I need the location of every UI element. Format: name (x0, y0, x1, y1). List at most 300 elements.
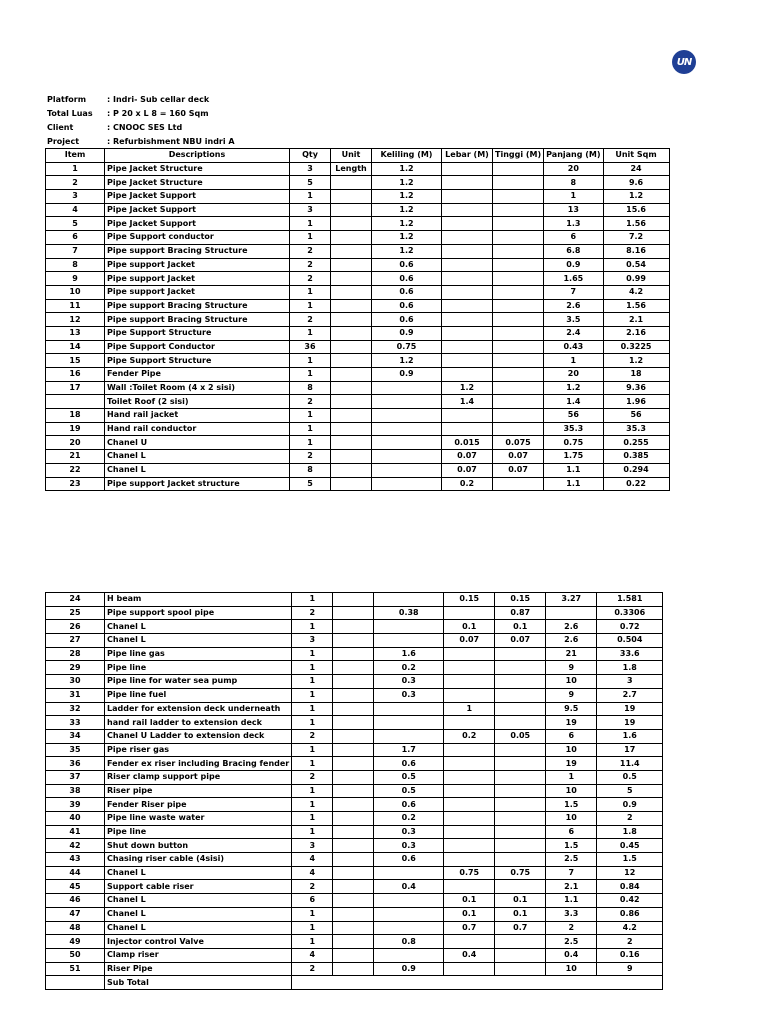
keliling-cell (374, 716, 444, 730)
unit-cell (333, 866, 374, 880)
description-cell: Pipe support Jacket (105, 258, 290, 272)
panjang-cell: 21 (546, 647, 597, 661)
panjang-cell: 1.4 (544, 395, 603, 409)
item-cell: 11 (46, 299, 105, 313)
description-cell: Chanel L (105, 921, 292, 935)
description-cell: H beam (105, 593, 292, 607)
tinggi-cell (493, 272, 544, 286)
table-row (46, 948, 663, 962)
unit-sqm-cell: 1.56 (603, 299, 669, 313)
qty-cell: 2 (292, 729, 333, 743)
info-value: : CNOOC SES Ltd (107, 123, 183, 132)
description-cell: Pipe support Jacket (105, 272, 290, 286)
tinggi-cell (493, 162, 544, 176)
qty-cell: 2 (290, 313, 331, 327)
item-cell: 9 (46, 272, 105, 286)
unit-sqm-cell: 19 (597, 702, 663, 716)
table-row (46, 368, 670, 382)
description-cell: hand rail ladder to extension deck (105, 716, 292, 730)
item-cell: 51 (46, 962, 105, 976)
unit-sqm-cell: 1.6 (597, 729, 663, 743)
qty-cell: 1 (292, 921, 333, 935)
panjang-cell: 2.5 (546, 935, 597, 949)
unit-cell (331, 217, 372, 231)
lebar-cell (444, 688, 495, 702)
panjang-cell: 9.5 (546, 702, 597, 716)
unit-cell (331, 203, 372, 217)
table-row (46, 326, 670, 340)
unit-sqm-cell: 1.2 (603, 190, 669, 204)
table-row (46, 258, 670, 272)
description-cell: Pipe Support Structure (105, 326, 290, 340)
tinggi-cell (493, 368, 544, 382)
unit-cell (331, 176, 372, 190)
item-cell: 33 (46, 716, 105, 730)
description-cell: Shut down button (105, 839, 292, 853)
lebar-cell (442, 217, 493, 231)
header-keliling: Keliling (M) (372, 149, 442, 163)
header-descriptions: Descriptions (105, 149, 290, 163)
item-cell: 25 (46, 606, 105, 620)
panjang-cell: 1.3 (544, 217, 603, 231)
unit-cell: Length (331, 162, 372, 176)
panjang-cell: 1.1 (544, 463, 603, 477)
table-row (46, 661, 663, 675)
keliling-cell: 1.2 (372, 162, 442, 176)
measurement-table-2 (45, 592, 663, 990)
keliling-cell (374, 702, 444, 716)
qty-cell: 1 (292, 784, 333, 798)
qty-cell: 1 (290, 422, 331, 436)
panjang-cell: 2.4 (544, 326, 603, 340)
qty-cell: 4 (292, 853, 333, 867)
table-body-1 (46, 162, 670, 491)
tinggi-cell (495, 798, 546, 812)
keliling-cell (372, 463, 442, 477)
header-qty: Qty (290, 149, 331, 163)
lebar-cell: 0.7 (444, 921, 495, 935)
subtotal-row (46, 976, 663, 990)
qty-cell: 1 (292, 798, 333, 812)
panjang-cell: 10 (546, 675, 597, 689)
info-label: Project (47, 137, 80, 146)
tinggi-cell (495, 716, 546, 730)
keliling-cell: 0.6 (374, 757, 444, 771)
header-item: Item (46, 149, 105, 163)
qty-cell: 1 (292, 702, 333, 716)
panjang-cell: 0.4 (546, 948, 597, 962)
panjang-cell: 9 (546, 688, 597, 702)
panjang-cell: 0.9 (544, 258, 603, 272)
table-row (46, 450, 670, 464)
unit-cell (333, 770, 374, 784)
table-row (46, 675, 663, 689)
tinggi-cell (493, 381, 544, 395)
tinggi-cell (493, 477, 544, 491)
table-row (46, 272, 670, 286)
info-row-platform (47, 93, 235, 107)
unit-cell (331, 326, 372, 340)
qty-cell: 4 (292, 948, 333, 962)
panjang-cell: 1 (544, 354, 603, 368)
tinggi-cell (495, 661, 546, 675)
description-cell: Injector control Valve (105, 935, 292, 949)
tinggi-cell (493, 326, 544, 340)
item-cell: 43 (46, 853, 105, 867)
unit-sqm-cell: 0.99 (603, 272, 669, 286)
unit-sqm-cell: 2 (597, 935, 663, 949)
item-cell: 44 (46, 866, 105, 880)
unit-cell (333, 921, 374, 935)
unit-sqm-cell: 0.22 (603, 477, 669, 491)
panjang-cell: 10 (546, 784, 597, 798)
item-cell: 18 (46, 409, 105, 423)
unit-cell (333, 593, 374, 607)
lebar-cell (442, 354, 493, 368)
unit-sqm-cell: 0.16 (597, 948, 663, 962)
description-cell: Pipe Jacket Structure (105, 162, 290, 176)
lebar-cell (444, 839, 495, 853)
item-cell: 41 (46, 825, 105, 839)
panjang-cell: 3.3 (546, 907, 597, 921)
unit-sqm-cell: 0.42 (597, 894, 663, 908)
unit-sqm-cell: 1.8 (597, 661, 663, 675)
lebar-cell (442, 326, 493, 340)
tinggi-cell: 0.1 (495, 620, 546, 634)
lebar-cell (442, 299, 493, 313)
qty-cell: 1 (292, 620, 333, 634)
item-cell: 34 (46, 729, 105, 743)
unit-cell (333, 948, 374, 962)
lebar-cell: 1 (444, 702, 495, 716)
unit-cell (333, 825, 374, 839)
table-row (46, 962, 663, 976)
item-cell: 12 (46, 313, 105, 327)
keliling-cell (374, 921, 444, 935)
table-row (46, 812, 663, 826)
lebar-cell (442, 409, 493, 423)
description-cell: Pipe support Bracing Structure (105, 299, 290, 313)
description-cell: Wall :Toilet Room (4 x 2 sisi) (105, 381, 290, 395)
table-row (46, 798, 663, 812)
tinggi-cell (493, 231, 544, 245)
tinggi-cell: 0.075 (493, 436, 544, 450)
unit-cell (333, 647, 374, 661)
unit-sqm-cell: 0.3306 (597, 606, 663, 620)
description-cell: Pipe line (105, 825, 292, 839)
description-cell: Clamp riser (105, 948, 292, 962)
item-cell: 8 (46, 258, 105, 272)
unit-cell (331, 231, 372, 245)
table-row (46, 203, 670, 217)
tinggi-cell (493, 409, 544, 423)
unit-cell (333, 798, 374, 812)
description-cell: Chanel L (105, 463, 290, 477)
keliling-cell: 0.2 (374, 661, 444, 675)
qty-cell: 6 (292, 894, 333, 908)
table-row (46, 702, 663, 716)
keliling-cell: 0.6 (372, 258, 442, 272)
description-cell: Pipe support spool pipe (105, 606, 292, 620)
item-cell: 21 (46, 450, 105, 464)
qty-cell: 8 (290, 381, 331, 395)
unit-cell (333, 688, 374, 702)
table-row (46, 688, 663, 702)
lebar-cell: 1.2 (442, 381, 493, 395)
item-cell: 35 (46, 743, 105, 757)
company-logo (672, 50, 696, 74)
header-tinggi: Tinggi (M) (493, 149, 544, 163)
lebar-cell (442, 272, 493, 286)
panjang-cell: 6.8 (544, 244, 603, 258)
unit-sqm-cell: 0.5 (597, 770, 663, 784)
header-unit-sqm: Unit Sqm (603, 149, 669, 163)
tinggi-cell (495, 853, 546, 867)
tinggi-cell (495, 962, 546, 976)
info-row-project (47, 135, 235, 149)
item-cell: 46 (46, 894, 105, 908)
unit-sqm-cell: 4.2 (603, 285, 669, 299)
item-cell: 16 (46, 368, 105, 382)
keliling-cell: 0.6 (372, 313, 442, 327)
table-row (46, 409, 670, 423)
lebar-cell (442, 258, 493, 272)
unit-sqm-cell: 1.5 (597, 853, 663, 867)
table-row (46, 634, 663, 648)
keliling-cell (372, 422, 442, 436)
tinggi-cell (495, 839, 546, 853)
panjang-cell: 1 (544, 190, 603, 204)
unit-cell (333, 757, 374, 771)
info-row-total-luas (47, 107, 235, 121)
unit-sqm-cell: 1.96 (603, 395, 669, 409)
description-cell: Pipe Jacket Support (105, 203, 290, 217)
tinggi-cell (493, 422, 544, 436)
panjang-cell: 1.5 (546, 839, 597, 853)
panjang-cell: 19 (546, 757, 597, 771)
tinggi-cell (495, 757, 546, 771)
lebar-cell (444, 784, 495, 798)
tinggi-cell (495, 770, 546, 784)
table-row (46, 231, 670, 245)
lebar-cell (444, 743, 495, 757)
lebar-cell (442, 244, 493, 258)
description-cell: Pipe support Jacket structure (105, 477, 290, 491)
tinggi-cell (493, 299, 544, 313)
item-cell: 47 (46, 907, 105, 921)
table-row (46, 477, 670, 491)
item-cell (46, 395, 105, 409)
unit-cell (333, 743, 374, 757)
description-cell: Pipe line for water sea pump (105, 675, 292, 689)
qty-cell: 1 (292, 743, 333, 757)
lebar-cell: 0.015 (442, 436, 493, 450)
qty-cell: 2 (290, 272, 331, 286)
lebar-cell (444, 853, 495, 867)
qty-cell: 1 (290, 217, 331, 231)
panjang-cell: 7 (546, 866, 597, 880)
panjang-cell: 0.43 (544, 340, 603, 354)
unit-cell (331, 395, 372, 409)
panjang-cell: 2.6 (546, 620, 597, 634)
lebar-cell (444, 606, 495, 620)
panjang-cell: 2.6 (546, 634, 597, 648)
description-cell: Fender ex riser including Bracing fender (105, 757, 292, 771)
lebar-cell (442, 162, 493, 176)
panjang-cell: 1 (546, 770, 597, 784)
subtotal-item-cell (46, 976, 105, 990)
keliling-cell (374, 729, 444, 743)
item-cell: 20 (46, 436, 105, 450)
keliling-cell: 0.75 (372, 340, 442, 354)
unit-sqm-cell: 1.2 (603, 354, 669, 368)
description-cell: Chanel L (105, 450, 290, 464)
table-row (46, 894, 663, 908)
tinggi-cell: 0.15 (495, 593, 546, 607)
unit-cell (331, 463, 372, 477)
lebar-cell (442, 285, 493, 299)
header-unit: Unit (331, 149, 372, 163)
description-cell: Pipe Jacket Support (105, 217, 290, 231)
description-cell: Riser clamp support pipe (105, 770, 292, 784)
unit-sqm-cell: 3 (597, 675, 663, 689)
item-cell: 49 (46, 935, 105, 949)
description-cell: Fender Pipe (105, 368, 290, 382)
info-value: : P 20 x L 8 = 160 Sqm (107, 109, 209, 118)
item-cell: 28 (46, 647, 105, 661)
tinggi-cell (495, 812, 546, 826)
keliling-cell: 0.6 (372, 272, 442, 286)
tinggi-cell (495, 825, 546, 839)
panjang-cell: 6 (546, 729, 597, 743)
keliling-cell: 0.6 (372, 285, 442, 299)
unit-sqm-cell: 18 (603, 368, 669, 382)
item-cell: 1 (46, 162, 105, 176)
lebar-cell (444, 716, 495, 730)
keliling-cell: 0.8 (374, 935, 444, 949)
tinggi-cell (495, 948, 546, 962)
keliling-cell (372, 436, 442, 450)
description-cell: Fender Riser pipe (105, 798, 292, 812)
table-row (46, 313, 670, 327)
item-cell: 14 (46, 340, 105, 354)
description-cell: Riser Pipe (105, 962, 292, 976)
unit-cell (331, 190, 372, 204)
lebar-cell: 0.15 (444, 593, 495, 607)
lebar-cell (442, 190, 493, 204)
item-cell: 10 (46, 285, 105, 299)
unit-sqm-cell: 0.86 (597, 907, 663, 921)
unit-cell (331, 313, 372, 327)
unit-sqm-cell: 2 (597, 812, 663, 826)
unit-cell (333, 729, 374, 743)
lebar-cell: 0.2 (444, 729, 495, 743)
item-cell: 32 (46, 702, 105, 716)
tinggi-cell (493, 176, 544, 190)
description-cell: Chanel U Ladder to extension deck (105, 729, 292, 743)
description-cell: Pipe support Bracing Structure (105, 244, 290, 258)
panjang-cell: 1.1 (544, 477, 603, 491)
unit-sqm-cell: 0.385 (603, 450, 669, 464)
item-cell: 48 (46, 921, 105, 935)
unit-sqm-cell: 17 (597, 743, 663, 757)
panjang-cell: 8 (544, 176, 603, 190)
header-lebar: Lebar (M) (442, 149, 493, 163)
lebar-cell: 0.75 (444, 866, 495, 880)
lebar-cell (442, 231, 493, 245)
item-cell: 15 (46, 354, 105, 368)
qty-cell: 1 (292, 907, 333, 921)
description-cell: Chanel L (105, 894, 292, 908)
qty-cell: 1 (292, 647, 333, 661)
keliling-cell: 0.9 (372, 326, 442, 340)
description-cell: Pipe line waste water (105, 812, 292, 826)
table-row (46, 354, 670, 368)
item-cell: 6 (46, 231, 105, 245)
item-cell: 45 (46, 880, 105, 894)
panjang-cell: 7 (544, 285, 603, 299)
lebar-cell (442, 340, 493, 354)
lebar-cell (442, 176, 493, 190)
description-cell: Pipe line fuel (105, 688, 292, 702)
lebar-cell: 0.1 (444, 620, 495, 634)
unit-sqm-cell: 9 (597, 962, 663, 976)
qty-cell: 1 (292, 688, 333, 702)
item-cell: 50 (46, 948, 105, 962)
unit-cell (331, 244, 372, 258)
keliling-cell (374, 620, 444, 634)
lebar-cell: 0.1 (444, 907, 495, 921)
table-row (46, 244, 670, 258)
tinggi-cell (493, 285, 544, 299)
lebar-cell (444, 798, 495, 812)
tinggi-cell (493, 190, 544, 204)
panjang-cell: 2 (546, 921, 597, 935)
item-cell: 17 (46, 381, 105, 395)
table-header-row (46, 149, 670, 163)
item-cell: 38 (46, 784, 105, 798)
tinggi-cell (495, 880, 546, 894)
item-cell: 5 (46, 217, 105, 231)
description-cell: Pipe support Jacket (105, 285, 290, 299)
keliling-cell: 0.3 (374, 825, 444, 839)
qty-cell: 1 (290, 285, 331, 299)
unit-cell (333, 853, 374, 867)
description-cell: Pipe Jacket Support (105, 190, 290, 204)
unit-sqm-cell: 2.7 (597, 688, 663, 702)
unit-sqm-cell: 5 (597, 784, 663, 798)
lebar-cell (444, 812, 495, 826)
unit-cell (331, 436, 372, 450)
lebar-cell: 1.4 (442, 395, 493, 409)
lebar-cell (444, 647, 495, 661)
table-row (46, 176, 670, 190)
description-cell: Pipe Support Conductor (105, 340, 290, 354)
unit-cell (331, 285, 372, 299)
qty-cell: 1 (292, 675, 333, 689)
logo-text: UN (676, 56, 692, 68)
panjang-cell: 1.5 (546, 798, 597, 812)
info-label: Total Luas (47, 109, 93, 118)
description-cell: Pipe riser gas (105, 743, 292, 757)
qty-cell: 1 (290, 354, 331, 368)
table-row (46, 907, 663, 921)
qty-cell: 1 (290, 436, 331, 450)
unit-cell (331, 477, 372, 491)
lebar-cell (442, 313, 493, 327)
unit-cell (331, 381, 372, 395)
panjang-cell: 0.75 (544, 436, 603, 450)
